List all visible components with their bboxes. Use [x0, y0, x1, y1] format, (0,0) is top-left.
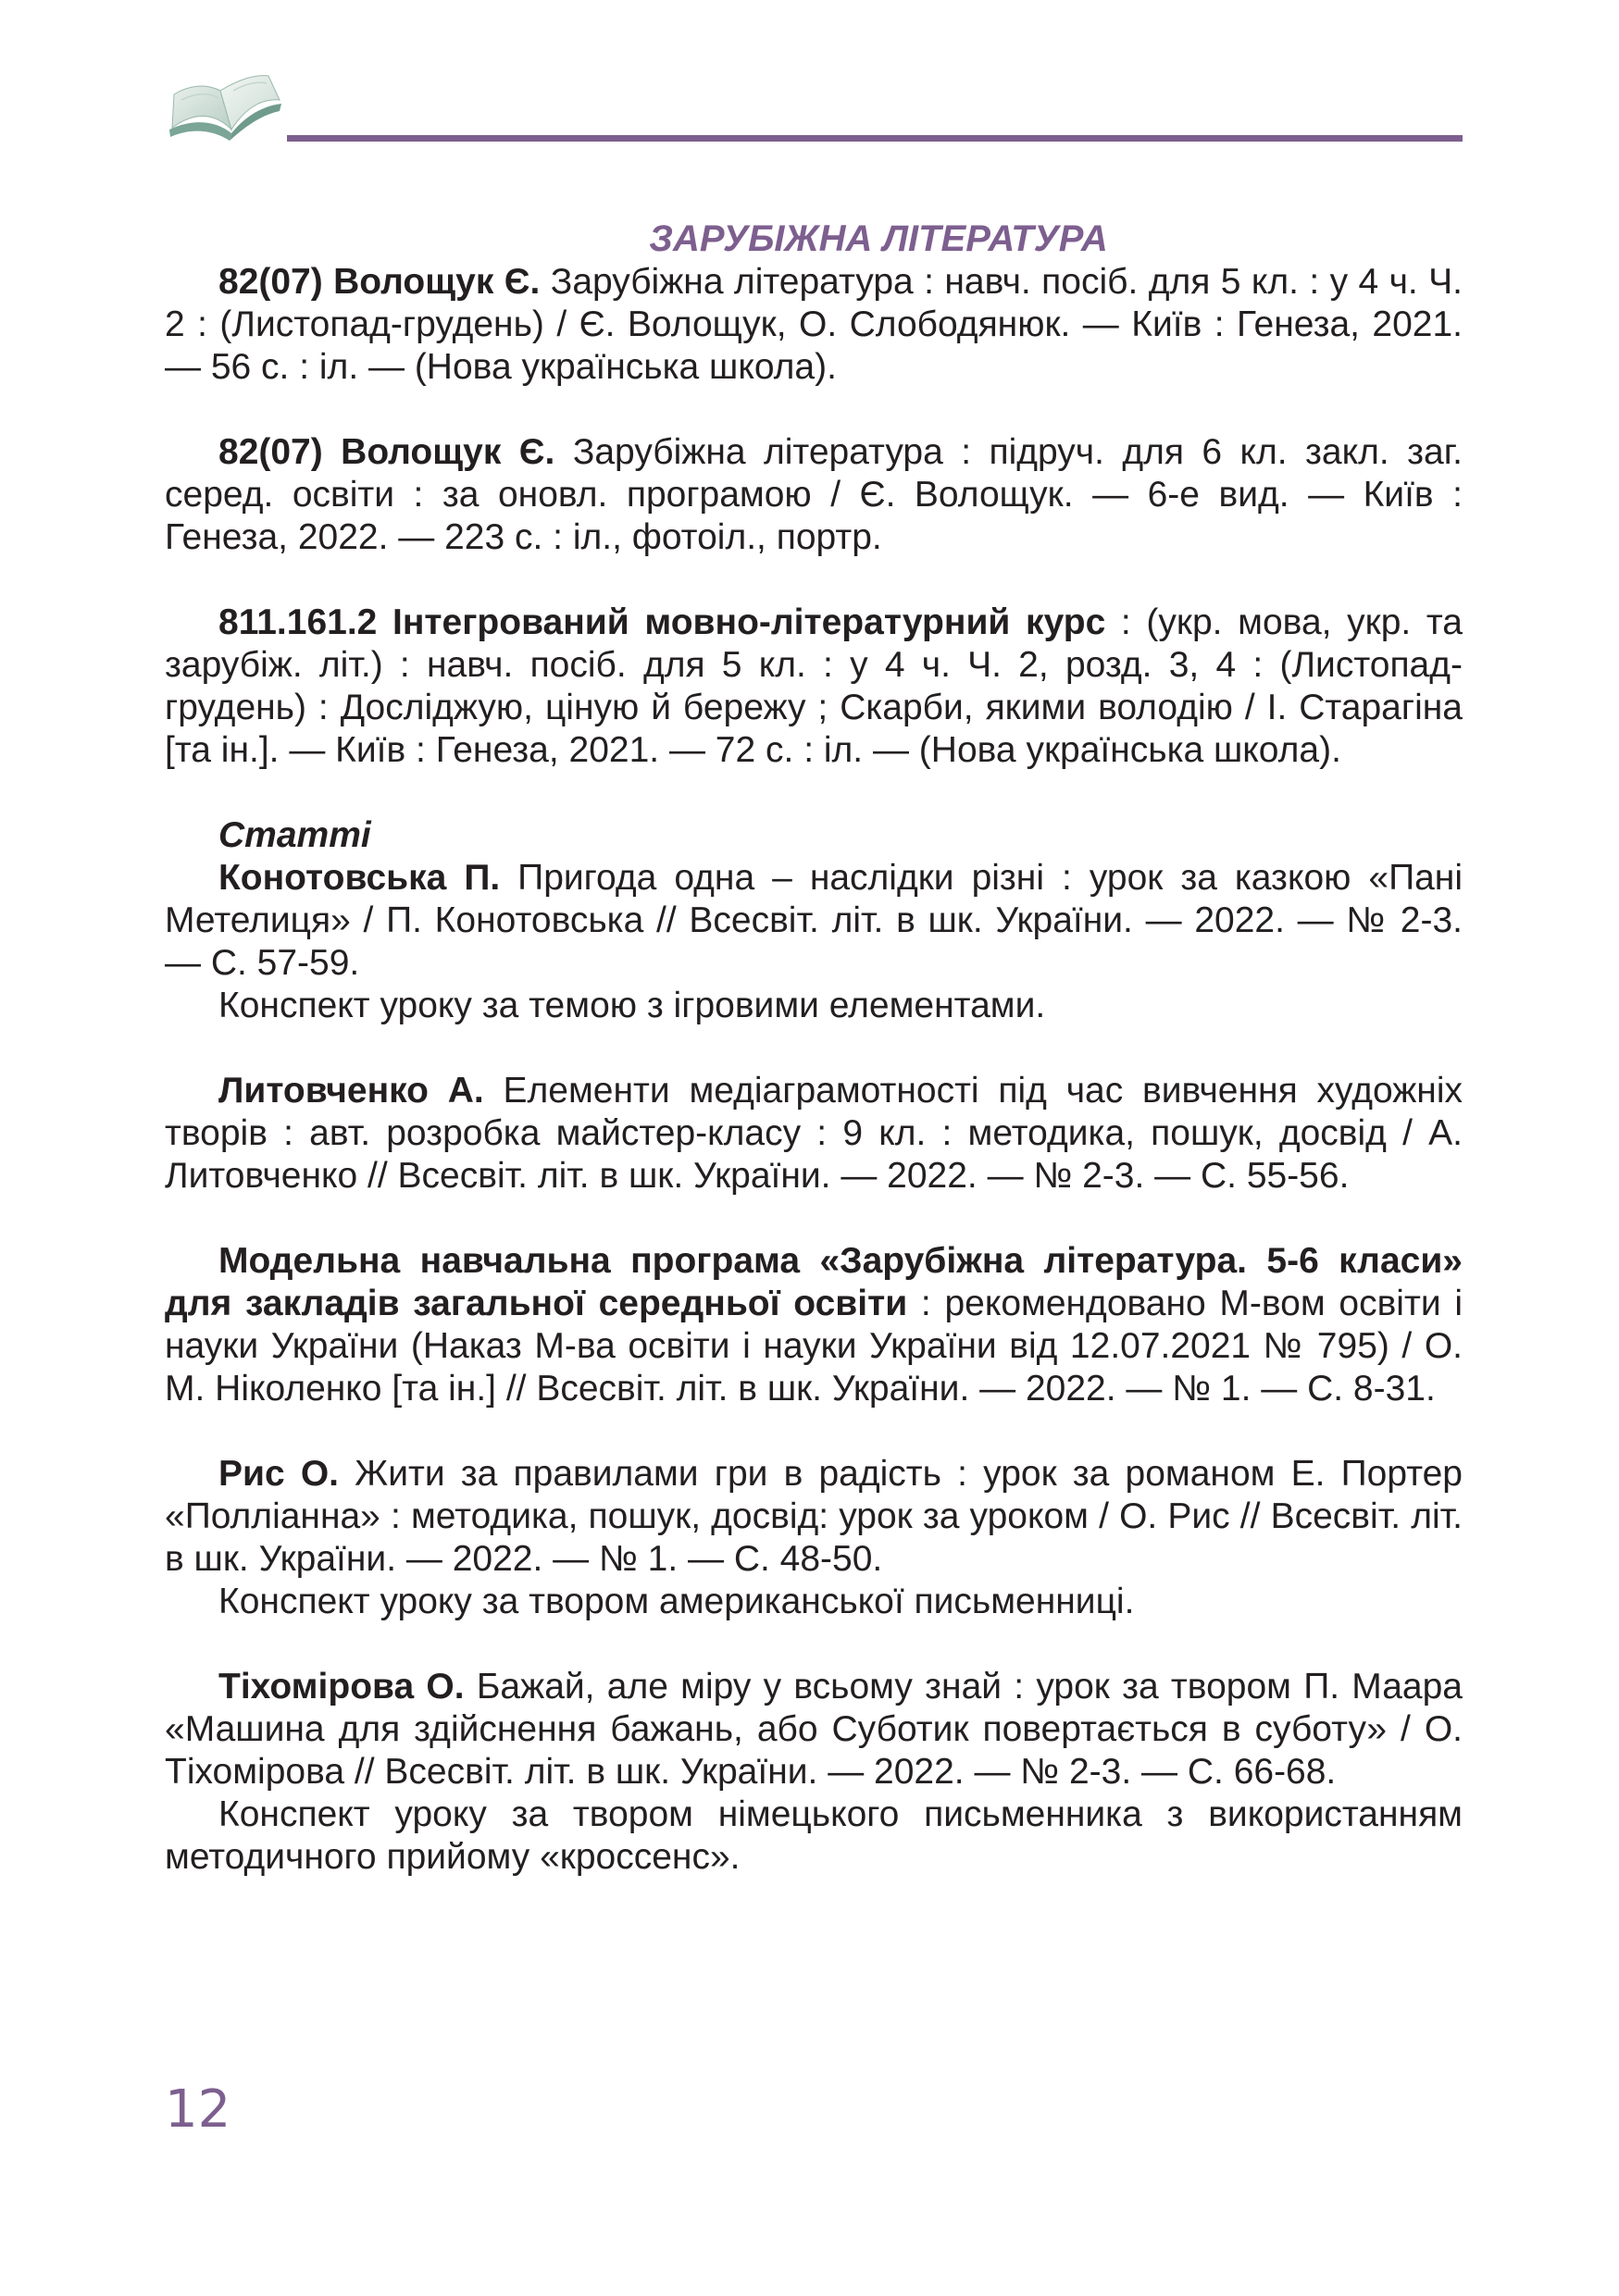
bibliography-entry [165, 602, 1463, 772]
article-author: Литовченко А. [218, 1071, 484, 1111]
article-text: Жити за правилами гри в радість : урок за романом Е. Портер «Полліанна» : методика, пошук, досвід: урок за уроком / О. Рис // Всесвіт. літ. в шк. України. — 2022. — № 1. — С. 48-50. [165, 1454, 1463, 1579]
article-author: Рис О. [218, 1454, 340, 1494]
article-entry [165, 1666, 1463, 1879]
article-note: Конспект уроку за темою з ігровими елементами. [218, 986, 1046, 1025]
entry-text: Зарубіжна література : навч. посіб. для 5 кл. : у 4 ч. Ч. 2 : (Листопад-грудень) / Є. Волощук, О. Слободянюк. — Київ : Генеза, 2021. — 56 с. : іл. — (Нова українська школа). [165, 262, 1463, 387]
article-text: Бажай, але міру у всьому знай : урок за твором П. Маара «Машина для здійснення бажань, або Суботик повертається в суботу» / О. Тіхомірова // Всесвіт. літ. в шк. України. — 2022. — № 2-3. — С. 66-68. [165, 1667, 1463, 1792]
bibliography-entry [165, 261, 1463, 389]
article-author: Модельна навчальна програма «Зарубіжна література. 5-6 класи» для закладів загальної середньої освіти [165, 1241, 1463, 1323]
section-title: ЗАРУБІЖНА ЛІТЕРАТУРА [649, 218, 1108, 259]
article-note: Конспект уроку за твором німецького письменника з використанням методичного прийому «кроссенс». [165, 1794, 1463, 1877]
article-text: Пригода одна – наслідки різні : урок за казкою «Пані Метелиця» / П. Конотовська // Всесвіт. літ. в шк. України. — 2022. — № 2-3. — С. 57-59. [165, 858, 1463, 983]
article-entry [165, 1070, 1463, 1198]
article-note: Конспект уроку за твором американської письменниці. [218, 1582, 1135, 1621]
bibliography-entry [165, 431, 1463, 559]
open-book-icon [165, 72, 285, 165]
article-text: Елементи медіаграмотності під час вивчення художніх творів : авт. розробка майстер-класу : 9 кл. : методика, пошук, досвід / А. Литовченко // Всесвіт. літ. в шк. України. — 2022. — № 2-3. — С. 55-56. [165, 1071, 1463, 1196]
article-entry [165, 857, 1463, 1027]
article-entry [165, 1240, 1463, 1410]
entry-heading: 82(07) Волощук Є. [218, 432, 555, 472]
entry-heading: 811.161.2 Інтегрований мовно-літературний курс [218, 602, 1106, 642]
article-author: Тіхомірова О. [218, 1667, 465, 1706]
article-author: Конотовська П. [218, 858, 501, 898]
article-text: : рекомендовано М-вом освіти і науки України (Наказ М-ва освіти і науки України від 12.07.2021 № 795) / О. М. Ніколенко [та ін.] // Всесвіт. літ. в шк. України. — 2022. — № 1. — С. 8-31. [165, 1284, 1463, 1409]
page-number: 12 [165, 2079, 231, 2140]
entry-text: Зарубіжна література : підруч. для 6 кл. закл. заг. серед. освіти : за оновл. програмою / Є. Волощук. — 6-е вид. — Київ : Генеза, 2022. — 223 с. : іл., фотоіл., портр. [165, 432, 1463, 557]
entry-heading: 82(07) Волощук Є. [218, 262, 541, 302]
article-entry [165, 1453, 1463, 1623]
page-content [165, 217, 1463, 1921]
header-rule [287, 135, 1463, 142]
entry-text: : (укр. мова, укр. та зарубіж. літ.) : навч. посіб. для 5 кл. : у 4 ч. Ч. 2, розд. 3, 4 : (Листопад-грудень) : Досліджую, ціную й бережу ; Скарби, якими володію / І. Старагіна [та ін.]. — Київ : Генеза, 2021. — 72 с. : іл. — (Нова українська школа). [165, 602, 1463, 770]
articles-heading: Статті [218, 815, 371, 855]
